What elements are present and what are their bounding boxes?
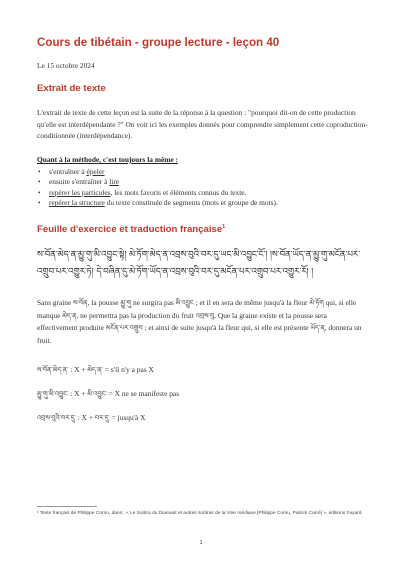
lesson-date: Le 15 octobre 2024 bbox=[37, 61, 95, 70]
page-number: 1 bbox=[199, 540, 203, 546]
section-heading-extract: Extrait de texte bbox=[37, 83, 106, 94]
method-link: repérer les particules bbox=[49, 187, 111, 197]
gloss-line: མྱུ་གུ་མི་འབྱུང་ : X + མི་འབྱུང་ = X ne se manifeste pas bbox=[37, 389, 180, 398]
translation-paragraph: Sans graine ས་བོན, la pousse མྱུ་གུ ne surgira pas མི་འབྱུང ; et il en sera de même jusqu'à la fleur མེ་ཏོག qui, si elle manque མེད་ན, ne permettra pas la production du fruit འབྲས་བུ. Que la graine existe et la pousse sera effectivement produite མངོན་པར་འགྲུབ ; et ainsi de suite jusqu'à la fleur qui, si elle est présente ཡོད་ན, donnera un fruit. bbox=[37, 298, 362, 345]
footnote-divider bbox=[37, 506, 97, 507]
document-page bbox=[37, 0, 368, 566]
method-list bbox=[37, 167, 367, 209]
method-item: • repérer les particules, les mots favoris et éléments connus du texte. bbox=[37, 188, 367, 198]
footnote: ¹ Texte français de Philippe Cornu, dans : « Le Soûtra du Diamant et autres soûtras de la Voie médiane [Philippe Cornu, Patrick Carré] », éditions Fayard. bbox=[37, 511, 363, 516]
footnote-marker: 1 bbox=[222, 224, 226, 230]
gloss-line: འབྲས་བུའི་བར་དུ་ : X + བར་དུ་ = jusqu'à X bbox=[37, 413, 146, 422]
page-title: Cours de tibétain - groupe lecture - leçon 40 bbox=[37, 36, 280, 49]
method-link: lire bbox=[109, 177, 120, 187]
method-item: • ensuite s'entraîner à lire bbox=[37, 177, 367, 187]
section-heading-exercise: Feuille d'exercice et traduction française$^1$ bbox=[37, 224, 226, 236]
method-item: • s'entraîner à épeler bbox=[37, 167, 367, 177]
tibetan-text: ས་བོན་མེད་ན་མྱུ་གུ་མི་འབྱུང་སྟེ། མེ་ཏོག་མེད་ན་འབྲས་བུའི་བར་དུ་ཡང་མི་འབྱུང་ངོ་། །ས་བོན་ཡོད་ན་མྱུ་གུ་མངོན་པར་འགྲུབ་པར་འགྱུར་ཏེ། དེ་བཞིན་དུ་མེ་ཏོག་ཡོད་ན་འབྲས་བུའི་བར་དུ་མངོན་པར་འགྲུབ་པར་འགྱུར་རོ། ། bbox=[37, 250, 360, 277]
method-link: épeler bbox=[86, 167, 105, 176]
method-title: Quant à la méthode, c'est toujours la même : bbox=[37, 155, 179, 164]
method-link: repérer la structure bbox=[49, 198, 105, 208]
method-item: • repérer la structure du texte constituée de segments (mots et groupe de mots). bbox=[37, 198, 367, 208]
extract-paragraph: L'extrait de texte de cette leçon est la suite de la réponse à la question : "pourquoi dit-on de cette production qu'elle est interdépendante ?" On voit ici les exemples donnés pour comprendre simplement cette coproduction-conditionnée (interdépendance). bbox=[37, 108, 368, 141]
gloss-line: ས་བོན་མེད་ན་ : X + མེད་ན་ = s'il n'y a pas X bbox=[37, 365, 154, 374]
